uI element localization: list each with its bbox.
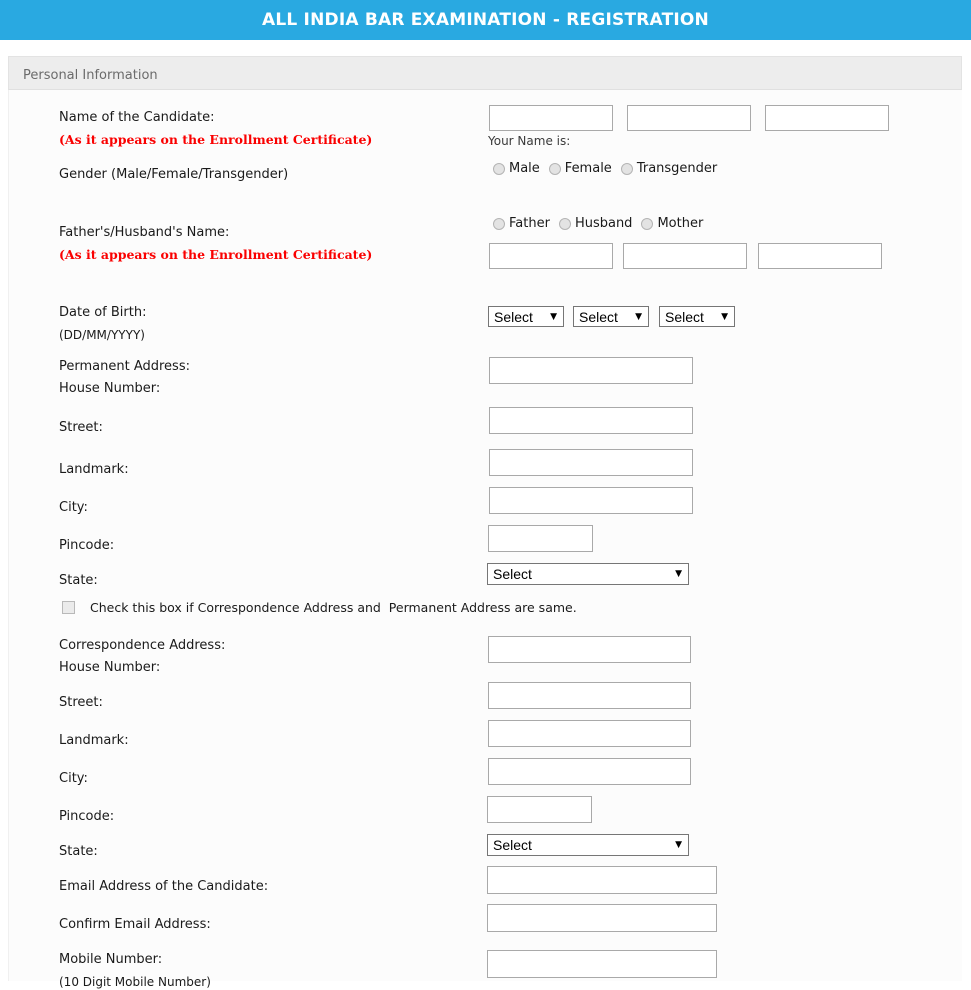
permanent-state-select-value: Select xyxy=(487,563,689,585)
gender-option-female[interactable] xyxy=(549,161,612,176)
correspondence-street-input[interactable] xyxy=(488,682,691,709)
permanent-address-heading: Permanent Address: xyxy=(59,359,190,374)
first-name-input[interactable] xyxy=(489,105,613,131)
permanent-city-input[interactable] xyxy=(489,487,693,514)
permanent-pincode-label: Pincode: xyxy=(59,538,115,553)
guardian-option-husband-label: Husband xyxy=(574,216,633,231)
last-name-input[interactable] xyxy=(765,105,889,131)
panel-heading xyxy=(8,56,962,90)
mobile-input[interactable] xyxy=(487,950,717,978)
correspondence-landmark-label: Landmark: xyxy=(59,733,129,748)
permanent-landmark-input[interactable] xyxy=(489,449,693,476)
candidate-name-label: Name of the Candidate: xyxy=(59,110,215,125)
correspondence-house-number-input[interactable] xyxy=(488,636,691,663)
dob-label: Date of Birth: xyxy=(59,305,147,320)
correspondence-city-label: City: xyxy=(59,771,88,786)
correspondence-house-number-label: House Number: xyxy=(59,660,161,675)
guardian-first-name-input[interactable] xyxy=(489,243,613,269)
permanent-street-label: Street: xyxy=(59,420,103,435)
radio-icon[interactable] xyxy=(493,163,505,175)
personal-information-panel xyxy=(8,56,962,989)
correspondence-pincode-label: Pincode: xyxy=(59,809,115,824)
permanent-house-number-label: House Number: xyxy=(59,381,161,396)
permanent-house-number-input[interactable] xyxy=(489,357,693,384)
panel-heading-label: Personal Information xyxy=(23,68,158,83)
guardian-name-note: (As it appears on the Enrollment Certificate) xyxy=(59,247,373,262)
gender-option-transgender-label: Transgender xyxy=(636,161,718,176)
candidate-name-note: (As it appears on the Enrollment Certificate) xyxy=(59,132,373,147)
permanent-pincode-input[interactable] xyxy=(488,525,593,552)
dob-month-select[interactable] xyxy=(573,306,649,327)
confirm-email-input[interactable] xyxy=(487,904,717,932)
correspondence-pincode-input[interactable] xyxy=(487,796,592,823)
correspondence-state-label: State: xyxy=(59,844,98,859)
same-address-checkbox[interactable] xyxy=(62,601,75,614)
permanent-street-input[interactable] xyxy=(489,407,693,434)
correspondence-state-select-value: Select xyxy=(487,834,689,856)
permanent-city-label: City: xyxy=(59,500,88,515)
radio-icon[interactable] xyxy=(621,163,633,175)
mobile-label: Mobile Number: xyxy=(59,952,163,967)
dob-year-select[interactable] xyxy=(659,306,735,327)
your-name-is-label: Your Name is: xyxy=(488,134,571,148)
guardian-option-mother[interactable] xyxy=(641,216,703,231)
permanent-state-select[interactable] xyxy=(487,563,689,585)
dob-month-select-value: Select xyxy=(573,306,649,327)
radio-icon[interactable] xyxy=(493,218,505,230)
correspondence-address-heading: Correspondence Address: xyxy=(59,638,226,653)
email-input[interactable] xyxy=(487,866,717,894)
panel-body xyxy=(8,90,962,989)
same-address-checkbox-row[interactable] xyxy=(62,600,577,615)
guardian-radio-group[interactable] xyxy=(493,216,712,231)
radio-icon[interactable] xyxy=(549,163,561,175)
gender-radio-group[interactable] xyxy=(493,161,726,176)
gender-option-female-label: Female xyxy=(564,161,612,176)
guardian-option-mother-label: Mother xyxy=(657,216,704,231)
page-title: ALL INDIA BAR EXAMINATION - REGISTRATION xyxy=(262,10,709,30)
confirm-email-label: Confirm Email Address: xyxy=(59,917,211,932)
gender-option-transgender[interactable] xyxy=(621,161,717,176)
guardian-middle-name-input[interactable] xyxy=(623,243,747,269)
gender-option-male[interactable] xyxy=(493,161,540,176)
dob-day-select-value: Select xyxy=(488,306,564,327)
correspondence-city-input[interactable] xyxy=(488,758,691,785)
gender-option-male-label: Male xyxy=(509,161,540,176)
same-address-checkbox-label: Check this box if Correspondence Address and Permanent Address are same. xyxy=(90,600,577,615)
guardian-option-father-label: Father xyxy=(509,216,550,231)
gender-label: Gender (Male/Female/Transgender) xyxy=(59,167,289,182)
dob-year-select-value: Select xyxy=(659,306,735,327)
dob-format-hint: (DD/MM/YYYY) xyxy=(59,328,145,342)
page-banner xyxy=(0,0,971,40)
correspondence-state-select[interactable] xyxy=(487,834,689,856)
permanent-state-label: State: xyxy=(59,573,98,588)
guardian-option-father[interactable] xyxy=(493,216,550,231)
radio-icon[interactable] xyxy=(559,218,571,230)
email-label: Email Address of the Candidate: xyxy=(59,879,269,894)
dob-day-select[interactable] xyxy=(488,306,564,327)
permanent-landmark-label: Landmark: xyxy=(59,462,129,477)
correspondence-street-label: Street: xyxy=(59,695,103,710)
correspondence-landmark-input[interactable] xyxy=(488,720,691,747)
guardian-option-husband[interactable] xyxy=(559,216,633,231)
radio-icon[interactable] xyxy=(641,218,653,230)
mobile-hint: (10 Digit Mobile Number) xyxy=(59,975,211,989)
guardian-last-name-input[interactable] xyxy=(758,243,882,269)
middle-name-input[interactable] xyxy=(627,105,751,131)
guardian-name-label: Father's/Husband's Name: xyxy=(59,225,230,240)
